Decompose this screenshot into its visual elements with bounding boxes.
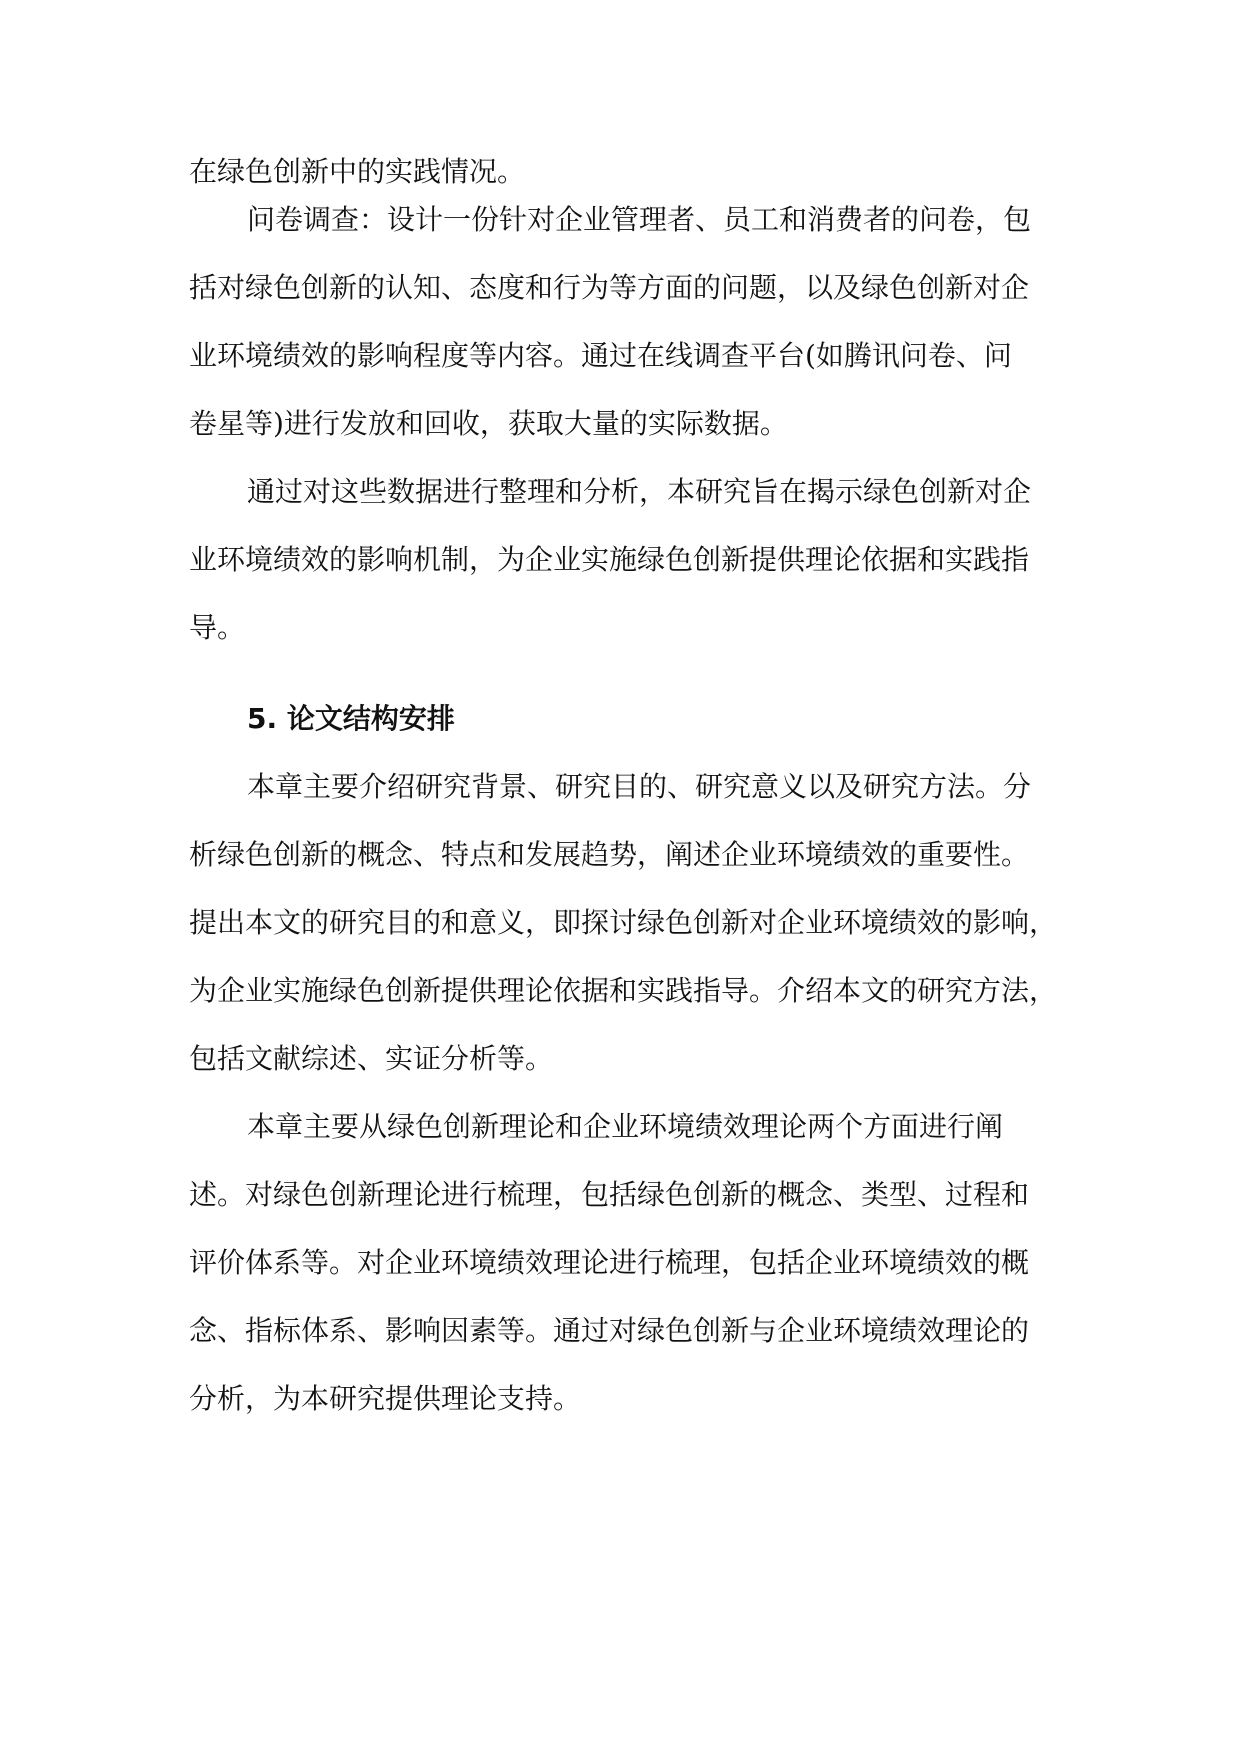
paragraph-2-line-2: 括对绿色创新的认知、态度和行为等方面的问题，以及绿色创新对企 [189,271,1030,304]
paragraph-5-line-5: 分析，为本研究提供理论支持。 [189,1382,582,1415]
paragraph-1-line-1: 在绿色创新中的实践情况。 [189,155,526,188]
paragraph-5-line-2: 述。对绿色创新理论进行梳理，包括绿色创新的概念、类型、过程和 [189,1178,1030,1211]
paragraph-3-line-1: 通过对这些数据进行整理和分析，本研究旨在揭示绿色创新对企 [247,475,1032,508]
paragraph-5-line-3: 评价体系等。对企业环境绩效理论进行梳理，包括企业环境绩效的概 [189,1246,1030,1279]
paragraph-2-line-3: 业环境绩效的影响程度等内容。通过在线调查平台(如腾讯问卷、问 [189,339,1012,372]
paragraph-4-line-5: 包括文献综述、实证分析等。 [189,1042,554,1075]
paragraph-2-line-4: 卷星等)进行发放和回收，获取大量的实际数据。 [189,407,788,440]
paragraph-5-line-1: 本章主要从绿色创新理论和企业环境绩效理论两个方面进行阐 [247,1110,1004,1143]
paragraph-4-line-1: 本章主要介绍研究背景、研究目的、研究意义以及研究方法。分 [247,770,1032,803]
paragraph-3-line-2: 业环境绩效的影响机制，为企业实施绿色创新提供理论依据和实践指 [189,543,1030,576]
paragraph-4-line-4: 为企业实施绿色创新提供理论依据和实践指导。介绍本文的研究方法， [189,974,1058,1007]
paragraph-4-line-3: 提出本文的研究目的和意义，即探讨绿色创新对企业环境绩效的影响， [189,906,1058,939]
paragraph-3-line-3: 导。 [189,611,246,644]
paragraph-5-line-4: 念、指标体系、影响因素等。通过对绿色创新与企业环境绩效理论的 [189,1314,1030,1347]
paragraph-4-line-2: 析绿色创新的概念、特点和发展趋势，阐述企业环境绩效的重要性。 [189,838,1030,871]
paragraph-2-line-1: 问卷调查：设计一份针对企业管理者、员工和消费者的问卷，包 [247,203,1032,236]
section-heading: 5. 论文结构安排 [247,702,455,735]
